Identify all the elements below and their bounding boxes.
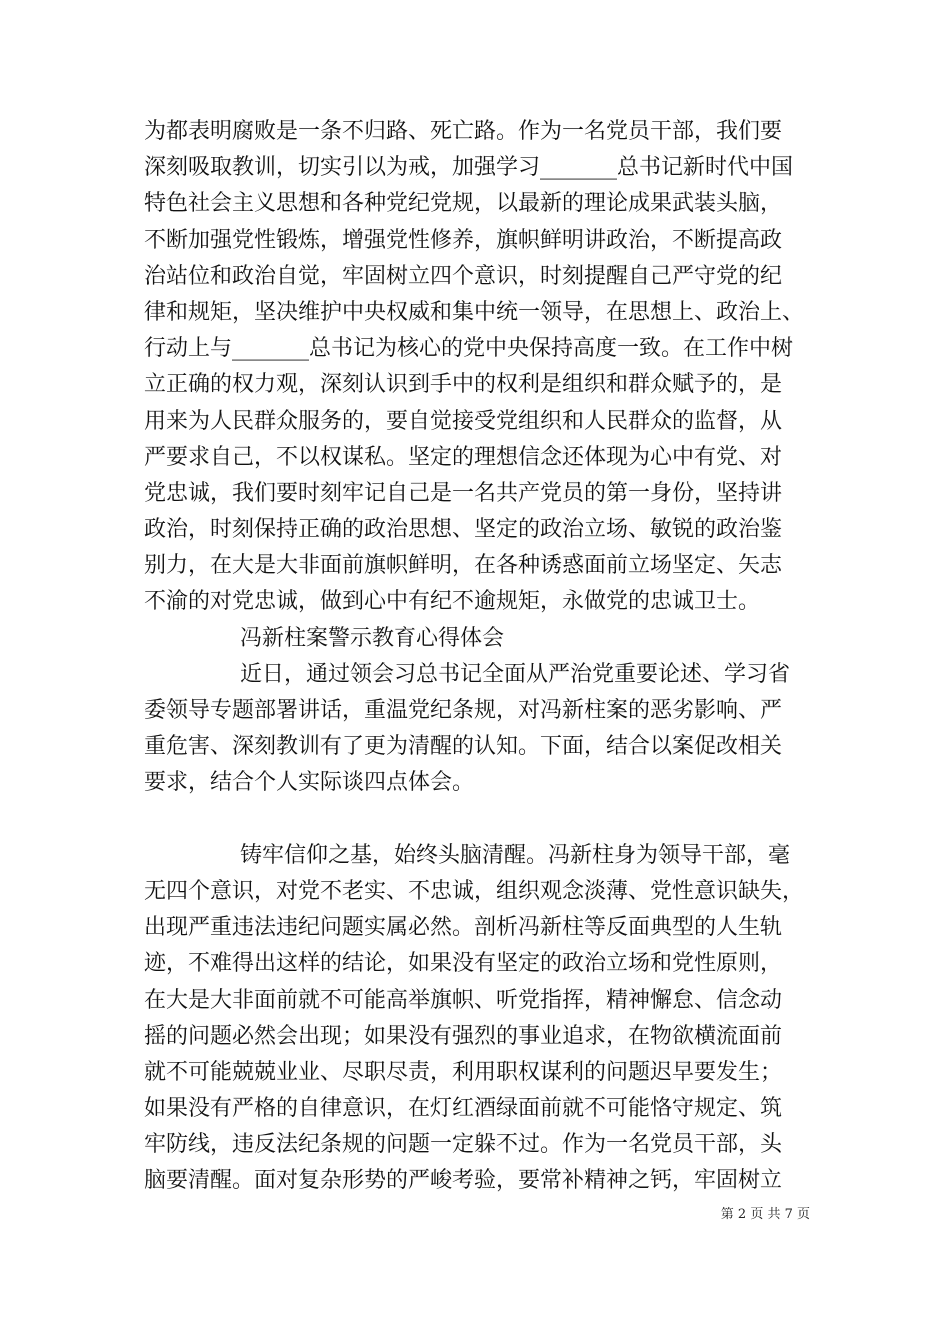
text-line: 铸牢信仰之基，始终头脑清醒。冯新柱身为领导干部，毫 [240, 842, 791, 868]
text-line: 行动上与_______总书记为核心的党中央保持高度一致。在工作中树 [144, 336, 794, 362]
text-line: 深刻吸取教训，切实引以为戒，加强学习_______总书记新时代中国 [144, 155, 794, 181]
text-line: 为都表明腐败是一条不归路、死亡路。作为一名党员干部，我们要 [144, 119, 783, 144]
text-line: 在大是大非面前就不可能高举旗帜、听党指挥，精神懈怠、信念动 [144, 987, 783, 1013]
document-body [144, 114, 814, 1200]
text-line: 迹，不难得出这样的结论，如果没有坚定的政治立场和党性原则， [144, 951, 783, 977]
text-line: 政治，时刻保持正确的政治思想、坚定的政治立场、敏锐的政治鉴 [144, 517, 783, 543]
text-line: 摇的问题必然会出现；如果没有强烈的事业追求，在物欲横流面前 [144, 1023, 783, 1049]
text-line: 无四个意识，对党不老实、不忠诚，组织观念淡薄、党性意识缺失， [144, 878, 805, 904]
text-line: 特色社会主义思想和各种党纪党规，以最新的理论成果武装头脑， [144, 191, 783, 217]
text-line: 近日，通过领会习总书记全面从严治党重要论述、学习省 [240, 661, 791, 687]
text-line: 冯新柱案警示教育心得体会 [240, 625, 505, 651]
text-line: 党忠诚，我们要时刻牢记自己是一名共产党员的第一身份，坚持讲 [144, 480, 783, 506]
text-line: 重危害、深刻教训有了更为清醒的认知。下面，结合以案促改相关 [144, 734, 783, 760]
text-line: 要求，结合个人实际谈四点体会。 [144, 770, 475, 796]
page-number: 第 2 页 共 7 页 [720, 1207, 810, 1222]
text-line: 别力，在大是大非面前旗帜鲜明，在各种诱惑面前立场坚定、矢志 [144, 553, 783, 579]
text-line: 出现严重违法违纪问题实属必然。剖析冯新柱等反面典型的人生轨 [144, 915, 783, 941]
text-line: 脑要清醒。面对复杂形势的严峻考验，要常补精神之钙，牢固树立 [144, 1168, 783, 1194]
text-line: 不渝的对党忠诚，做到心中有纪不逾规矩，永做党的忠诚卫士。 [144, 589, 761, 615]
text-line: 严要求自己，不以权谋私。坚定的理想信念还体现为心中有党、对 [144, 444, 783, 470]
text-line: 立正确的权力观，深刻认识到手中的权利是组织和群众赋予的，是 [144, 372, 783, 398]
text-line: 牢防线，违反法纪条规的问题一定躲不过。作为一名党员干部，头 [144, 1132, 783, 1158]
text-line: 如果没有严格的自律意识，在灯红酒绿面前就不可能恪守规定、筑 [144, 1096, 783, 1122]
text-line: 就不可能兢兢业业、尽职尽责，利用职权谋利的问题迟早要发生； [144, 1059, 783, 1085]
text-line: 用来为人民群众服务的，要自觉接受党组织和人民群众的监督，从 [144, 408, 783, 434]
text-line: 治站位和政治自觉，牢固树立四个意识，时刻提醒自己严守党的纪 [144, 263, 783, 289]
text-line: 委领导专题部署讲话，重温党纪条规，对冯新柱案的恶劣影响、严 [144, 698, 783, 723]
text-line [144, 802, 814, 838]
text-line: 不断加强党性锻炼，增强党性修养，旗帜鲜明讲政治，不断提高政 [144, 227, 783, 253]
text-line: 律和规矩，坚决维护中央权威和集中统一领导，在思想上、政治上、 [144, 299, 805, 325]
